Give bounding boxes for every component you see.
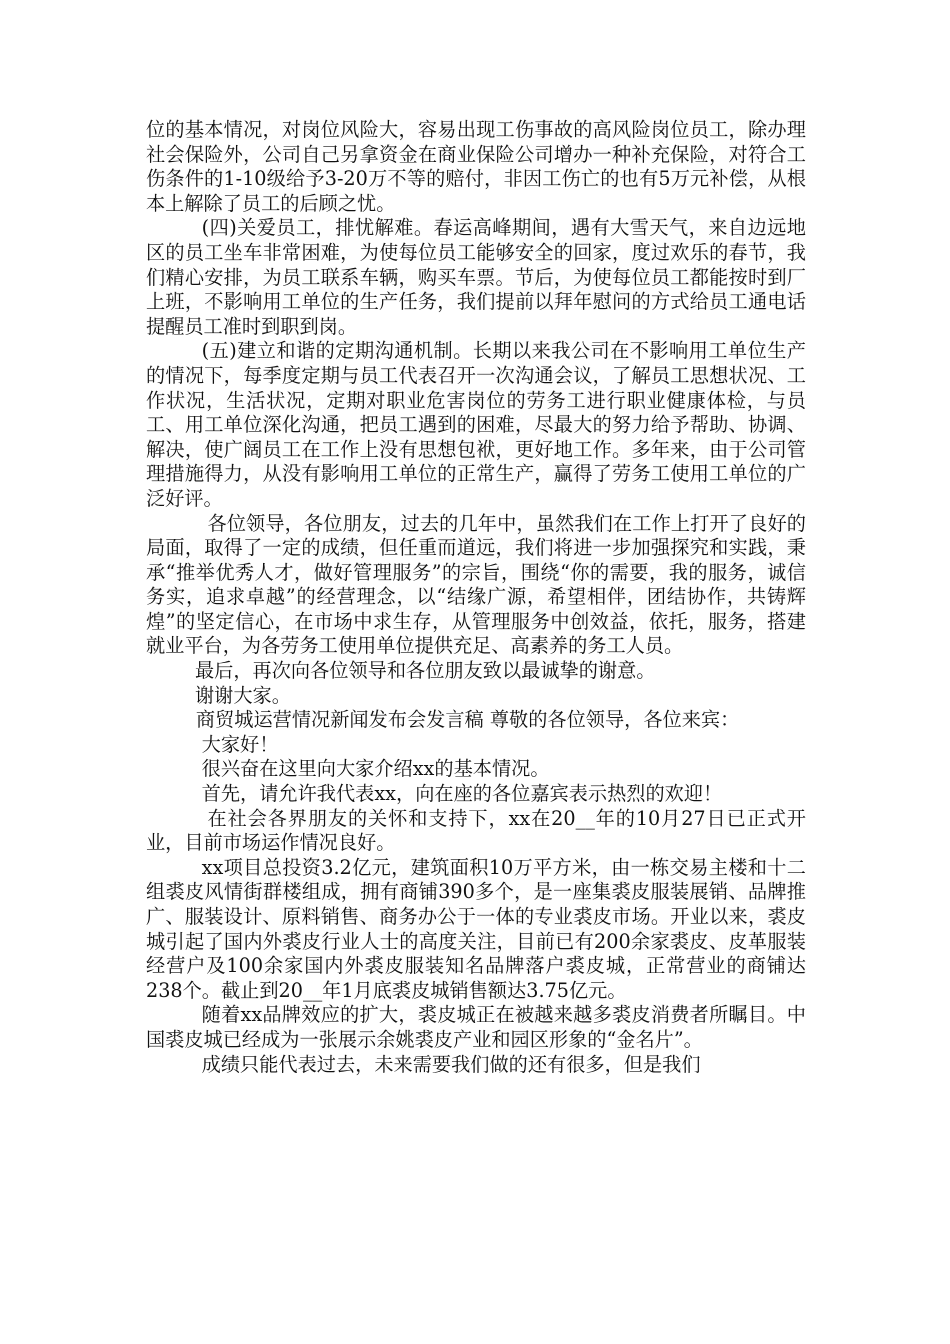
- paragraph-communication: (五)建立和谐的定期沟通机制。长期以来我公司在不影响用工单位生产的情况下，每季度定期与员工代表召开一次沟通会议，了解员工思想状况、工作状况，生活状况，定期对职业危害岗位的劳务工进行职业健康体检，与员工、用工单位深化沟通，把员工遇到的困难，尽最大的努力给予帮助、协调、解决，使广阔员工在工作上没有思想包袱，更好地工作。多年来，由于公司管理措施得力，从没有影响用工单位的正常生产，赢得了劳务工使用工单位的广泛好评。: [146, 339, 806, 510]
- paragraph-thank-you: 谢谢大家。: [194, 683, 291, 707]
- paragraph-insurance: 位的基本情况，对岗位风险大，容易出现工伤事故的高风险岗位员工，除办理社会保险外，公司自己另拿资金在商业保险公司增办一种补充保险，对符合工伤条件的1-10级给予3-20万不等的赔付，非因工伤亡的也有5万元补偿，从根本上解除了员工的后顾之忧。: [146, 118, 806, 215]
- paragraph-welcome: 首先，请允许我代表xx，向在座的各位嘉宾表示热烈的欢迎！: [201, 782, 723, 806]
- paragraph-future: 成绩只能代表过去，未来需要我们做的还有很多，但是我们: [201, 1052, 701, 1076]
- paragraph-brand: 随着xx品牌效应的扩大，裘皮城正在被越来越多裘皮消费者所瞩目。中国裘皮城已经成为一张展示余姚裘皮产业和园区形象的“金名片”。: [146, 1003, 806, 1051]
- paragraph-greeting: 大家好！: [201, 732, 279, 756]
- paragraph-thanks: 最后，再次向各位领导和各位朋友致以最诚挚的谢意。: [194, 659, 656, 683]
- paragraph-leaders: 各位领导，各位朋友，过去的几年中，虽然我们在工作上打开了良好的局面，取得了一定的成绩，但任重而道远，我们将进一步加强探究和实践，秉承“推举优秀人才，做好管理服务”的宗旨，围绕“你的需要，我的服务，诚信务实，追求卓越”的经营理念，以“结缘广源，希望相伴，团结协作，共铸辉煌”的坚定信心，在市场中求生存，从管理服务中创效益，依托，服务，搭建就业平台，为各劳务工使用单位提供充足、高素养的务工人员。: [146, 511, 806, 658]
- document-page: [146, 118, 806, 1077]
- paragraph-intro: 很兴奋在这里向大家介绍xx的基本情况。: [201, 757, 550, 781]
- paragraph-project: xx项目总投资3.2亿元，建筑面积10万平方米，由一栋交易主楼和十二组裘皮风情街群楼组成，拥有商铺390多个，是一座集裘皮服装展销、品牌推广、服装设计、原料销售、商务办公于一体的专业裘皮市场。开业以来，裘皮城引起了国内外裘皮行业人士的高度关注，目前已有200余家裘皮、皮革服装经营户及100余家国内外裘皮服装知名品牌落户裘皮城，正常营业的商铺达238个。截止到20__年1月底裘皮城销售额达3.75亿元。: [146, 855, 806, 1002]
- paragraph-speech-title: 商贸城运营情况新闻发布会发言稿 尊敬的各位领导，各位来宾：: [195, 708, 740, 732]
- paragraph-care-employees: (四)关爱员工，排忧解难。春运高峰期间，遇有大雪天气，来自边远地区的员工坐车非常困难，为使每位员工能够安全的回家，度过欢乐的春节，我们精心安排，为员工联系车辆，购买车票。节后，为使每位员工都能按时到厂上班，不影响用工单位的生产任务，我们提前以拜年慰问的方式给员工通电话提醒员工准时到职到岗。: [146, 216, 806, 338]
- paragraph-opening: 在社会各界朋友的关怀和支持下，xx在20__年的10月27日已正式开业，目前市场运作情况良好。: [146, 806, 806, 855]
